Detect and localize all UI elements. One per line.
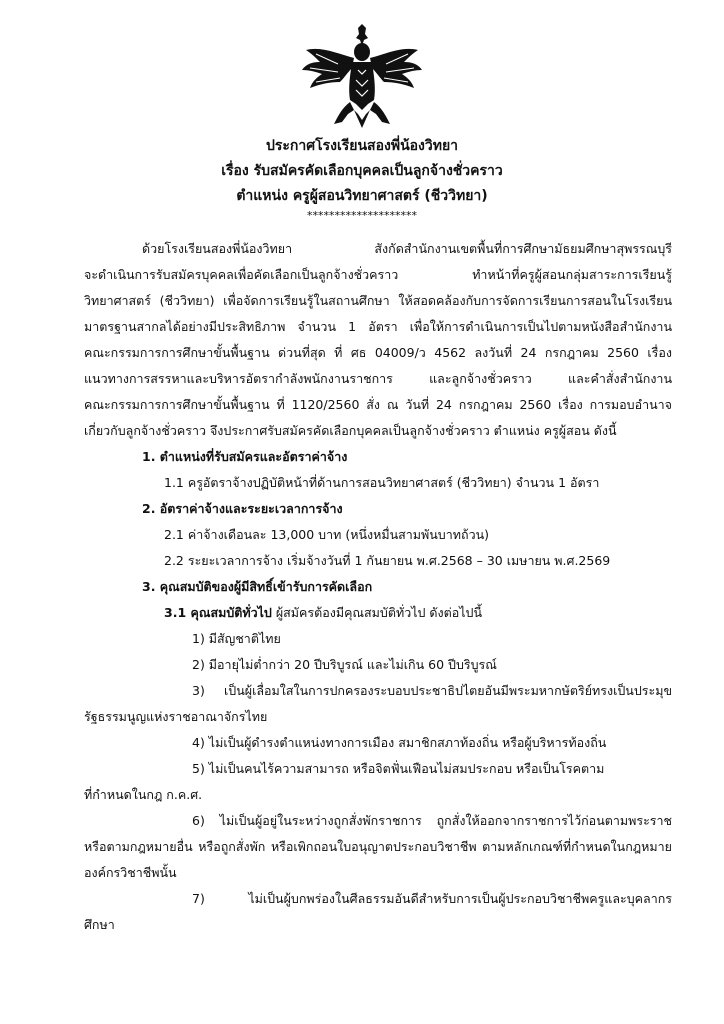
intro-line: มาตรฐานสากลได้อย่างมีประสิทธิภาพ จำนวน 1 อัตรา เพื่อให้การดำเนินการเป็นไปตามหนังสือสำนักงาน [84,319,672,334]
announcement-body [84,236,672,938]
header-separator: ******************** [307,209,417,222]
qualification-item-continued: รัฐธรรมนูญแห่งราชอาณาจักรไทย [84,709,268,724]
section-2-item: 2.1 ค่าจ้างเดือนละ 13,000 บาท (หนึ่งหมื่นสามพันบาทถ้วน) [164,527,490,542]
qualification-item: 5) ไม่เป็นคนไร้ความสามารถ หรือจิตฟั่นเฟือนไม่สมประกอบ หรือเป็นโรคตาม [192,761,605,776]
intro-line: วิทยาศาสตร์ (ชีววิทยา) เพื่อจัดการเรียนรู้ในสถานศึกษา ให้สอดคล้องกับการจัดการเรียนการสอนในโรงเรียน [84,293,672,308]
qualification-item-continued: ศึกษา [84,917,115,932]
section-2-item: 2.2 ระยะเวลาการจ้าง เริ่มจ้างวันที่ 1 กันยายน พ.ศ.2568 – 30 เมษายน พ.ศ.2569 [164,553,611,568]
intro-line: จะดำเนินการรับสมัครบุคคลเพื่อคัดเลือกเป็นลูกจ้างชั่วคราว ทำหน้าที่ครูผู้สอนกลุ่มสาระการเรียนรู้ [84,267,672,282]
intro-line: คณะกรรมการการศึกษาขั้นพื้นฐาน ด่วนที่สุด ที่ ศธ 04009/ว 4562 ลงวันที่ 24 กรกฎาคม 2560 เรื่อง [84,345,672,360]
section-1-item: 1.1 ครูอัตราจ้างปฏิบัติหน้าที่ด้านการสอนวิทยาศาสตร์ (ชีววิทยา) จำนวน 1 อัตรา [164,475,600,490]
section-1-heading: 1. ตำแหน่งที่รับสมัครและอัตราค่าจ้าง [142,449,348,464]
qualification-item-continued: หรือตามกฎหมายอื่น หรือถูกสั่งพัก หรือเพิกถอนใบอนุญาตประกอบวิชาชีพ ตามหลักเกณฑ์ที่กำหนดในกฎหมาย [84,839,672,854]
announcement-header [0,134,724,223]
garuda-emblem-icon [298,24,426,130]
header-subject: เรื่อง รับสมัครคัดเลือกบุคคลเป็นลูกจ้างชั่วคราว [221,163,503,179]
qualification-item-continued: องค์กรวิชาชีพนั้น [84,865,177,880]
section-3-heading: 3. คุณสมบัติของผู้มีสิทธิ์เข้ารับการคัดเลือก [142,579,373,594]
intro-line: เกี่ยวกับลูกจ้างชั่วคราว จึงประกาศรับสมัครคัดเลือกบุคคลเป็นลูกจ้างชั่วคราว ตำแหน่ง ครูผู้สอน ดังนี้ [84,423,617,438]
qualification-item-continued: ที่กำหนดในกฎ ก.ค.ศ. [84,787,203,802]
qualification-item: 7) ไม่เป็นผู้บกพร่องในศีลธรรมอันดีสำหรับการเป็นผู้ประกอบวิชาชีพครูและบุคลากร [192,891,672,906]
section-3-1-heading: 3.1 คุณสมบัติทั่วไป [164,605,272,620]
intro-line: แนวทางการสรรหาและบริหารอัตรากำลังพนักงานราชการ และลูกจ้างชั่วคราว และคำสั่งสำนักงาน [84,371,672,386]
qualification-item: 1) มีสัญชาติไทย [192,631,281,646]
qualification-item: 2) มีอายุไม่ต่ำกว่า 20 ปีบริบูรณ์ และไม่เกิน 60 ปีบริบูรณ์ [192,657,497,672]
header-position: ตำแหน่ง ครูผู้สอนวิทยาศาสตร์ (ชีววิทยา) [236,188,488,204]
section-3-1-line [84,600,672,626]
qualification-item: 3) เป็นผู้เลื่อมใสในการปกครองระบอบประชาธิปไตยอันมีพระมหากษัตริย์ทรงเป็นประมุข [192,683,672,698]
intro-line: คณะกรรมการการศึกษาขั้นพื้นฐาน ที่ 1120/2560 สั่ง ณ วันที่ 24 กรกฎาคม 2560 เรื่อง การมอบอำนาจ [84,397,672,412]
section-2-heading: 2. อัตราค่าจ้างและระยะเวลาการจ้าง [142,501,343,516]
header-issuer: ประกาศโรงเรียนสองพี่น้องวิทยา [265,138,459,154]
qualification-item: 6) ไม่เป็นผู้อยู่ในระหว่างถูกสั่งพักราชการ ถูกสั่งให้ออกจากราชการไว้ก่อนตามพระราช [192,813,672,828]
intro-line: ด้วยโรงเรียนสองพี่น้องวิทยา สังกัดสำนักงานเขตพื้นที่การศึกษามัธยมศึกษาสุพรรณบุรี [142,241,672,256]
section-3-1-text: ผู้สมัครต้องมีคุณสมบัติทั่วไป ดังต่อไปนี้ [271,605,483,620]
qualification-item: 4) ไม่เป็นผู้ดำรงตำแหน่งทางการเมือง สมาชิกสภาท้องถิ่น หรือผู้บริหารท้องถิ่น [192,735,607,750]
